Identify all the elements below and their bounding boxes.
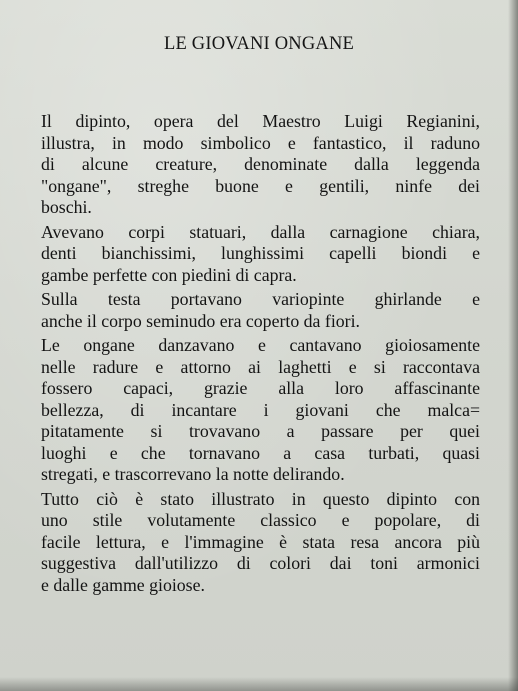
- paragraph-2: [41, 222, 480, 287]
- paragraph-1: [41, 111, 480, 219]
- text-line: pitatamente si trovavano a passare per quei: [41, 421, 480, 441]
- text-line: Tutto ciò è stato illustrato in questo dipinto con: [41, 488, 480, 509]
- text-line: nelle radure e attorno ai laghetti e si raccontava: [41, 356, 480, 377]
- text-line: gambe perfette con piedini di capra.: [41, 264, 297, 285]
- sheet-bottom-shadow: [0, 677, 518, 691]
- text-line: facile lettura, e l'immagine è stata resa ancora più: [41, 531, 480, 552]
- paragraph-5: [41, 489, 480, 597]
- text-line: Avevano corpi statuari, dalla carnagione chiara,: [41, 221, 480, 242]
- text-line: fossero capaci, grazie alla loro affascinante: [41, 378, 480, 398]
- paragraph-3: [41, 289, 480, 332]
- text-line: bellezza, di incantare i giovani che malca=: [41, 399, 480, 420]
- text-line: e dalle gamme gioiose.: [41, 574, 205, 595]
- text-line: suggestiva dall'utilizzo di colori dai toni armonici: [41, 553, 480, 573]
- text-line: Il dipinto, opera del Maestro Luigi Regianini,: [41, 111, 480, 131]
- document-body: [41, 111, 480, 596]
- text-line: luoghi e che tornavano a casa turbati, quasi: [41, 442, 480, 463]
- text-line: "ongane", streghe buone e gentili, ninfe dei: [41, 175, 480, 196]
- text-line: anche il corpo seminudo era coperto da fiori.: [41, 310, 360, 331]
- text-line: stregati, e trascorrevano la notte delirando.: [41, 464, 345, 484]
- document-title: LE GIOVANI ONGANE: [163, 34, 355, 54]
- text-line: Le ongane danzavano e cantavano gioiosamente: [41, 335, 480, 355]
- text-line: Sulla testa portavano variopinte ghirlande e: [41, 289, 480, 309]
- text-line: boschi.: [41, 197, 92, 217]
- text-line: uno stile volutamente classico e popolare, di: [41, 510, 480, 530]
- sheet-right-shadow: [508, 0, 518, 691]
- text-line: illustra, in modo simbolico e fantastico, il raduno: [41, 132, 480, 153]
- text-line: di alcune creature, denominate dalla leggenda: [41, 154, 480, 174]
- text-line: denti bianchissimi, lunghissimi capelli biondi e: [41, 243, 480, 263]
- paragraph-4: [41, 335, 480, 486]
